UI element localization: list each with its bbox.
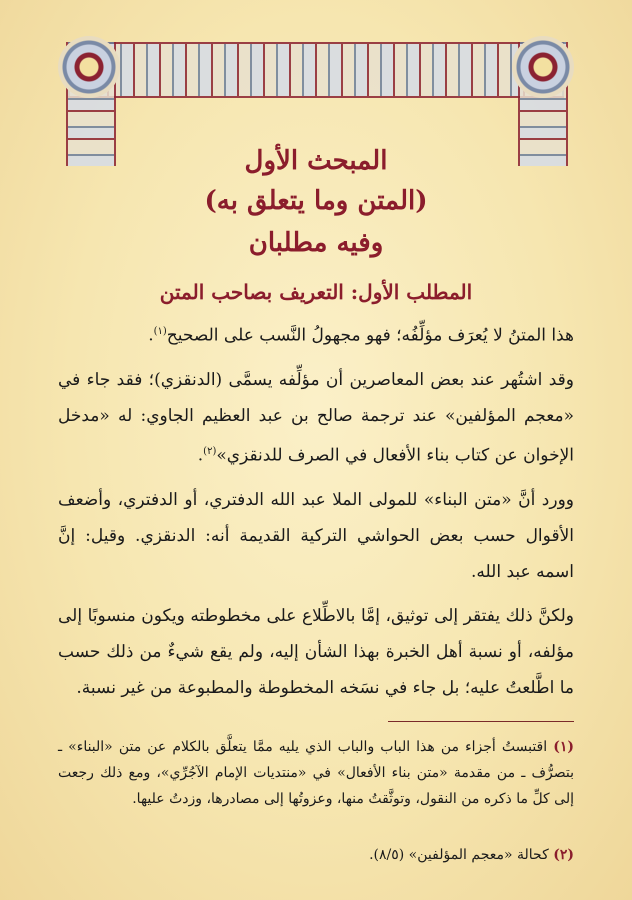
paragraph-3: وورد أنَّ «متن البناء» للمولى الملا عبد الله الدفتري، أو الدفتري، وأضعف الأقوال حسب بعض الحواشي التركية القديمة أنه: الدنقزي. وقيل: إنَّ اسمه عبد الله. — [58, 490, 574, 582]
paragraph-2: وقد اشتُهر عند بعض المعاصرين أن مؤلِّفه يسمَّى (الدنقزي)؛ فقد جاء في «معجم المؤلفين» عند ترجمة صالح بن عبد العظيم الجاوي: له «مدخل الإخوان عن كتاب بناء الأفعال في الصرف للدنقزي»$^{(٢)}$. — [58, 370, 574, 466]
footnote-ref-2[interactable]: (٢) — [203, 446, 217, 457]
footnote-2-text: كحالة «معجم المؤلفين» (٨/٥). — [369, 847, 549, 863]
ornament-top-border — [68, 42, 564, 98]
footnote-1-number: (١) — [553, 739, 575, 755]
paragraph-1-text: هذا المتنُ لا يُعرَف مؤلِّفُه؛ فهو مجهولُ النَّسب على الصحيح — [166, 325, 574, 346]
footnote-1 — [58, 734, 574, 812]
footnote-1-text: اقتبستُ أجزاء من هذا الباب والباب الذي يليه ممَّا يتعلَّق بالكلام عن متن «البناء» ـ بتصرُّف ـ من مقدمة «متن بناء الأفعال» في «منتديات الإمام الآجُرِّي»، ومع ذلك رجعت إلى كلِّ ما ذكره من النقول، وتوثَّقتُ منها، وعزوتُها إلى مصادرها، وزدتُ عليها. — [58, 739, 574, 807]
chapter-subsections: وفيه مطلبان — [248, 228, 384, 258]
paragraph-1: هذا المتنُ لا يُعرَف مؤلِّفُه؛ فهو مجهولُ النَّسب على الصحيح$^{(١)}$. — [148, 325, 574, 346]
chapter-title: المبحث الأول — [244, 146, 388, 176]
footnote-2-number: (٢) — [553, 847, 574, 863]
paragraph-4: ولكنَّ ذلك يفتقر إلى توثيق، إمَّا بالاطِّلاع على مخطوطته ويكون منسوبًا إلى مؤلفه، أو نسبة أهل الخبرة بهذا الشأن إليه، ولم يقع شيءٌ من ذلك حسب ما اطَّلعتُ عليه؛ بل جاء في نسَخه المخطوطة والمطبوعة من غير نسبة. — [58, 606, 574, 698]
paragraph-2-text: وقد اشتُهر عند بعض المعاصرين أن مؤلِّفه يسمَّى (الدنقزي)؛ فقد جاء في «معجم المؤلفين» عند ترجمة صالح بن عبد العظيم الجاوي: له «مدخل الإخوان عن كتاب بناء الأفعال في الصرف للدنقزي» — [58, 370, 574, 466]
chapter-subtitle: (المتن وما يتعلق به) — [204, 186, 428, 216]
footnote-divider — [388, 721, 574, 722]
ornament-corner-left — [58, 36, 120, 98]
footnote-ref-1[interactable]: (١) — [153, 326, 167, 337]
footnote-2 — [58, 842, 574, 868]
ornament-corner-right — [512, 36, 574, 98]
section-heading: المطلب الأول: التعريف بصاحب المتن — [159, 280, 473, 304]
